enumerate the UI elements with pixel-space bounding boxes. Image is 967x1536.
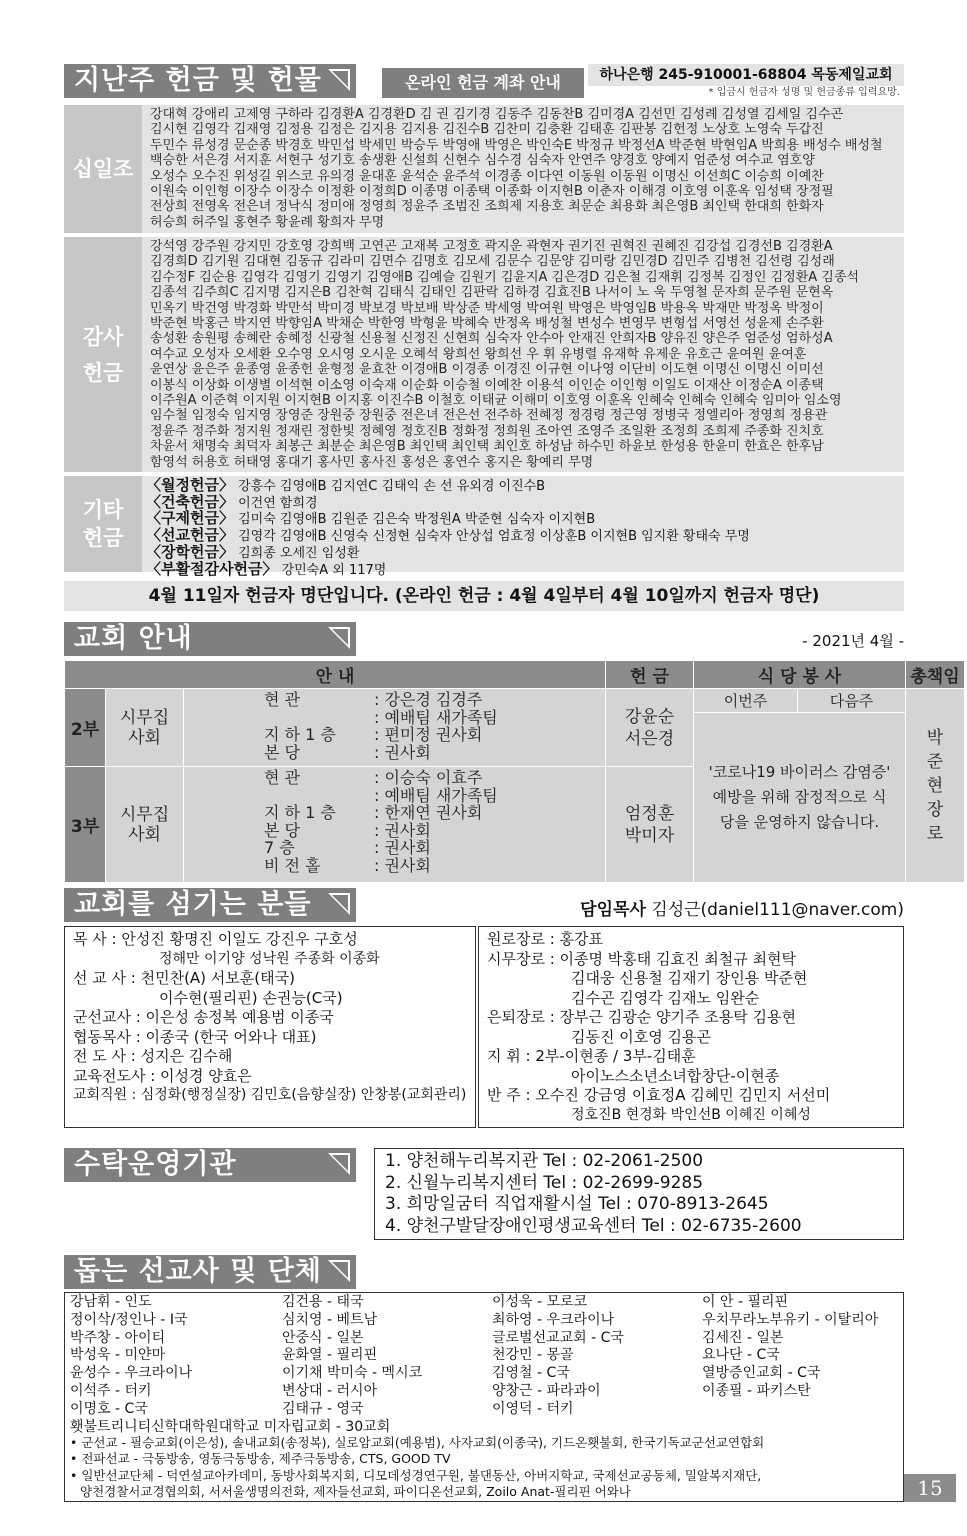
corner-triangle-icon: [328, 627, 350, 649]
mission-item: 윤성수 - 우크라이나: [70, 1365, 193, 1382]
agency-item: 1. 양천해누리복지관 Tel : 02-2061-2500: [385, 1151, 704, 1171]
staff-right-line: 김대웅 신용철 김재기 장인용 박준현: [571, 969, 808, 987]
agencies-box: [374, 1148, 904, 1240]
other-label: [64, 476, 142, 572]
senior-pastor-name: 김성근(daniel111@naver.com): [651, 900, 904, 920]
guide-assignee: : 이승숙 이효주: [374, 768, 483, 787]
guide-assignee: : 권사회: [374, 820, 431, 840]
guide-location: 지 하 1 층: [264, 725, 336, 744]
guide-location: 현 관: [264, 690, 300, 709]
mission-item: 심치영 - 베트남: [282, 1311, 378, 1328]
part-2-offering: [606, 689, 694, 767]
mission-item: 우치무라노부유키 - 이탈리아: [702, 1311, 879, 1328]
guide-assignee: : 권사회: [374, 838, 431, 857]
other-offering-type: 〈월정헌금〉: [146, 476, 234, 494]
tithe-label-text: 십일조: [72, 157, 134, 181]
other-offering-names: 김미숙 김영애B 김원준 김은숙 박정원A 박준현 심숙자 이지현B: [233, 512, 596, 528]
guide-location: 비 전 홀: [264, 855, 321, 875]
bank-account-note: * 입금시 헌금자 성명 및 헌금종류 입력요망.: [708, 87, 900, 98]
mission-item: 박성욱 - 미얀마: [70, 1347, 166, 1364]
staff-left-line: 전 도 사 : 성지은 김수해: [73, 1047, 233, 1065]
mission-bullet: • 군선교 - 필승교회(이은성), 솔내교회(송정복), 실로암교회(예용범), 사자교회(이종국), 기드온횃불회, 한국기독교군선교연합회: [70, 1435, 765, 1450]
guide-line: [264, 804, 605, 822]
missions-title-text: 돕는 선교사 및 단체: [74, 1256, 322, 1287]
header-offering: 헌 금: [606, 661, 694, 689]
tithe-name-line: 백승한 서은경 서지훈 서현구 성기호 송생환 신설희 신현수 심수경 심숙자 안연주 양경호 양예지 엄준성 여수교 염호양: [150, 153, 815, 169]
mission-item: 강남휘 - 인도: [70, 1294, 152, 1310]
senior-pastor-label: 담임목사: [580, 900, 646, 920]
offering-notice: 4월 11일자 헌금자 명단입니다. (온라인 헌금 : 4월 4일부터 4월 10일까지 헌금자 명단): [64, 581, 904, 611]
guide-line: [264, 787, 605, 805]
guide-title-text: 교회 안내: [74, 623, 193, 654]
staff-left-line: 교육전도사 : 이성경 양효은: [73, 1066, 252, 1085]
part-2-group: 시무집사회: [106, 689, 184, 767]
guide-line: [264, 691, 605, 709]
guide-location: 본 당: [264, 820, 300, 840]
staff-left-line: 선 교 사 : 천민찬(A) 서보훈(태국): [73, 969, 295, 987]
mission-item: 윤화열 - 필리핀: [282, 1347, 378, 1364]
guide-assignee: : 편미정 권사회: [374, 725, 483, 744]
tithe-name-line: 허승희 허주일 홍현주 황윤례 황희자 무명: [150, 214, 385, 230]
thanks-name-line: 강석영 강주원 강지민 강호영 강희백 고연곤 고재복 고정호 곽지운 곽현자 권기진 권혁진 권혜진 김강섭 김경선B 김경환A: [150, 239, 833, 254]
senior-pastor-line: [540, 895, 904, 920]
guide-assignee: : 예배팀 새가족팀: [374, 785, 498, 805]
missions-col-4: [702, 1294, 902, 1401]
missions-col-1: [70, 1294, 280, 1419]
part-3-group: 시무집사회: [106, 767, 184, 883]
mission-item: 이종필 - 파키스탄: [702, 1382, 811, 1399]
staff-right-line: 김동진 이호영 김용곤: [571, 1027, 711, 1046]
staff-left-line: 군선교사 : 이은성 송정복 예용범 이종국: [73, 1008, 334, 1026]
agency-item: 4. 양천구발달장애인평생교육센터 Tel : 02-6735-2600: [385, 1215, 802, 1236]
staff-right-line: 은퇴장로 : 장부근 김광순 양기주 조용탁 김용현: [487, 1008, 796, 1026]
part-2-lines: [184, 689, 606, 767]
mission-item: 이 안 - 필리핀: [702, 1294, 789, 1310]
agencies-title-text: 수탁운영기관: [74, 1149, 237, 1180]
guide-line: [264, 709, 605, 727]
guide-line: [264, 744, 605, 762]
mission-item: 이기채 박미숙 - 멕시코: [282, 1365, 423, 1382]
mission-item: 안중식 - 일본: [282, 1329, 364, 1346]
agency-item: 3. 희망일굼터 직업재활시설 Tel : 070-8913-2645: [385, 1194, 769, 1214]
corner-triangle-icon: [328, 1153, 350, 1175]
mission-bullet: • 전파선교 - 극동방송, 영동극동방송, 제주극동방송, CTS, GOOD TV: [70, 1451, 451, 1467]
thanks-name-line: 임수철 임정숙 임지영 장영준 장원중 장원중 전은녀 전은선 전주하 전혜정 정경령 정근영 정병국 정엘리아 정영희 정용관: [150, 408, 828, 424]
missions-col-2: [282, 1294, 487, 1419]
part-3-label: 3부: [65, 767, 106, 883]
guide-assignee: : 예배팀 새가족팀: [374, 707, 498, 727]
cafeteria-notice: '코로나19 바이러스 감염증' 예방을 위해 잠정적으로 식당을 운영하지 않습니다.: [694, 713, 906, 883]
staff-left-line: 이수현(필리핀) 손권능(C국): [159, 988, 343, 1007]
other-offering-line: [146, 492, 902, 512]
mission-item: 정이삭/정인나 - I국: [70, 1311, 188, 1328]
mission-item: 열방증인교회 - C국: [702, 1365, 821, 1382]
other-offering-line: [146, 511, 902, 528]
corner-triangle-icon: [328, 893, 350, 915]
mission-item: 이명호 - C국: [70, 1400, 148, 1417]
tithe-name-line: 두민수 류성경 문순종 박경호 박민섭 박세민 박승두 박영애 박영은 박인숙E 박정규 박정선A 박준현 박현임A 박희용 배성수 배성철: [150, 137, 883, 153]
mission-item: 김태규 - 영국: [282, 1400, 364, 1417]
thanks-name-line: 김수정F 김순용 김영각 김영기 김영기 김영애B 김예슬 김원기 김윤지A 김은경D 김은철 김재휘 김정복 김정인 김정환A 김종석: [150, 269, 859, 285]
guide-offering-name: 박미자: [624, 825, 675, 846]
guide-location: [264, 787, 374, 805]
guide-date: - 2021년 4월 -: [802, 632, 904, 650]
tithe-label: [64, 105, 142, 233]
missions-col-3: [492, 1294, 697, 1419]
mission-item: 박주창 - 아이티: [70, 1329, 166, 1346]
staff-section-title: [64, 888, 356, 922]
agency-item: 2. 신월누리복지센터 Tel : 02-2699-9285: [385, 1172, 704, 1193]
guide-assignee: : 권사회: [374, 742, 431, 762]
thanks-name-line: 여수교 오성자 오세환 오수영 오시영 오시운 오혜석 왕희선 왕희선 우 휘 유병렬 유재학 유제운 유호근 윤여원 윤여훈: [150, 346, 807, 362]
guide-location: [264, 709, 374, 727]
staff-right-line: 시무장로 : 이종명 박홍태 김효진 최철규 최현탁: [487, 949, 796, 968]
mission-item: 이성욱 - 모로코: [492, 1294, 588, 1310]
cafeteria-next-week: 다음주: [798, 689, 906, 713]
guide-line: [264, 822, 605, 840]
part-3-offering: [606, 767, 694, 883]
thanks-name-line: 김종석 김주희C 김지명 김지은B 김찬혁 김태식 김태인 김판락 김하경 김효진B 나서이 노 욱 두영철 문자희 문주원 문현옥: [150, 285, 834, 301]
guide-offering-name: 엄정훈: [624, 803, 675, 824]
other-offering-type: 〈구제헌금〉: [146, 509, 234, 528]
mission-item: 이석주 - 터키: [70, 1382, 152, 1399]
guide-line: [264, 839, 605, 857]
thanks-name-line: 정윤주 정주화 정지원 정재린 정한빛 정혜영 정호진B 정화정 정희원 조아연 조영주 조일환 조정희 조희제 주종화 진치호: [150, 423, 824, 439]
other-offering-names: 강흥수 김영애B 김지연C 김태익 손 선 유외경 이진수B: [233, 479, 546, 494]
tithe-name-line: 강대혁 강애리 고제영 구하라 김경환A 김경환D 김 권 김기경 김동주 김동찬B 김미경A 김선민 김성례 김성열 김세일 김수곤: [150, 107, 844, 122]
mission-bullet: 양천경찰서교경협의회, 서서울생명의전화, 제자들선교회, 파이디온선교회, Zoilo Anat-필리핀 어와나: [80, 1483, 631, 1499]
other-offering-type: 〈선교헌금〉: [146, 526, 234, 545]
other-offering-line: [146, 559, 902, 579]
staff-right-box: [478, 926, 904, 1128]
header-guide: 안 내: [65, 661, 606, 689]
guide-line: [264, 769, 605, 787]
offering-title-text: 지난주 헌금 및 헌물: [74, 65, 322, 96]
mission-item: 글로벌선교교회 - C국: [492, 1329, 624, 1346]
mission-item: 김건용 - 태국: [282, 1294, 364, 1310]
tithe-name-line: 전상희 전영옥 전은녀 정낙식 정미애 정영희 정윤주 조범진 조희제 지용호 최문순 최용화 최은영B 최인택 한대희 한화자: [150, 199, 824, 215]
other-offering-names: 이건연 함희경: [233, 495, 318, 511]
guide-assignee: : 강은경 김경주: [374, 690, 483, 709]
mission-bullet: • 일반선교단체 - 덕연설교아카데미, 동방사회복지회, 디모데성경연구원, 불댄동산, 아버지학교, 국제선교공동체, 밀알복지재단,: [70, 1467, 762, 1483]
thanks-name-line: 민옥기 박건영 박경화 박만석 박미경 박보경 박보배 박상준 박세영 박여원 박영은 박영임B 박용옥 박재만 박정옥 박정이: [150, 300, 824, 316]
staff-right-line: 반 주 : 오수진 강금영 이효정A 김혜민 김민지 서선미: [487, 1086, 831, 1104]
staff-left-line: 정해만 이기양 성낙원 주종화 이종화: [159, 950, 380, 967]
thanks-name-line: 이봉식 이상화 이생별 이석현 이소영 이숙재 이순화 이승철 이예찬 이용석 이인순 이인형 이일도 이재산 이정순A 이종택: [150, 377, 824, 393]
agencies-section-title: [64, 1148, 356, 1182]
staff-right-line: 김수곤 김영각 김재노 임완순: [571, 988, 760, 1007]
thanks-name-line: 김경희D 김기원 김대현 김동규 김라미 김면수 김명호 김모세 김문수 김문양 김미랑 김민경D 김민주 김병천 김선령 김성래: [150, 254, 835, 270]
mission-item: 이영덕 - 터키: [492, 1400, 574, 1417]
guide-location: 지 하 1 층: [264, 803, 336, 822]
tithe-name-line: 김시현 김영각 김재영 김정용 김정은 김지용 김지용 김진수B 김찬미 김충환 김태훈 김판봉 김헌정 노상호 노영숙 두갑진: [150, 122, 824, 138]
mission-item: 김영철 - C국: [492, 1365, 570, 1382]
staff-left-line: 협동목사 : 이종국 (한국 어와나 대표): [73, 1027, 317, 1046]
header-chief: 총책임: [906, 661, 965, 689]
thanks-name-list: [150, 239, 902, 470]
staff-left-line: 목 사 : 안성진 황명진 이일도 강진우 구호성: [73, 930, 358, 948]
mission-item: 양창근 - 파라과이: [492, 1382, 601, 1399]
staff-left-line: 교회직원 : 심정화(행정실장) 김민호(음향실장) 안창봉(교회관리): [73, 1087, 467, 1103]
other-offering-type: 〈건축헌금〉: [146, 492, 234, 511]
guide-location: 현 관: [264, 768, 300, 787]
thanks-name-line: 박준현 박홍근 박지연 박향임A 박채순 박한영 박형윤 박혜숙 반정옥 배성철 변성수 변영무 변형섭 서영선 성윤제 손주환: [150, 316, 824, 332]
thanks-name-line: 이주원A 이준혁 이지원 이지현B 이지홍 이진수B 이철호 이태균 이해미 이호영 이훈옥 인혜숙 인혜숙 인혜숙 임미아 임소영: [150, 393, 842, 409]
tithe-name-list: [150, 107, 902, 230]
other-offering-type: 〈부활절감사헌금〉: [146, 559, 278, 578]
mission-item: 요나단 - C국: [702, 1347, 780, 1364]
page-number: 15: [904, 1474, 956, 1502]
chief-cell: 박준현장로: [906, 689, 965, 883]
guide-assignee: : 권사회: [374, 855, 431, 875]
corner-triangle-icon: [328, 69, 350, 91]
guide-location: 본 당: [264, 742, 300, 762]
missions-extra: 횃불트리니티신학대학원대학교 미자립교회 - 30교회: [70, 1419, 391, 1435]
tithe-name-line: 오성수 오수진 위성길 위스코 유의경 윤대훈 윤석순 윤주석 이경종 이다연 이동원 이동원 이명신 이선희C 이승희 이예찬: [150, 168, 824, 184]
staff-right-line: 정호진B 현경화 박인선B 이혜진 이혜성: [571, 1106, 811, 1123]
missions-bullets: [70, 1435, 900, 1500]
other-offering-list: [146, 478, 902, 578]
guide-section-title: [64, 622, 356, 656]
thanks-name-line: 송성환 송원평 송혜란 송혜정 신광철 신용철 신정진 신현희 심숙자 안수아 안재진 안희자B 양유진 양은주 엄준성 엄하성A: [150, 331, 833, 347]
corner-triangle-icon: [328, 1260, 350, 1282]
other-offering-line: [146, 528, 902, 545]
staff-left-box: [64, 926, 476, 1128]
tithe-name-line: 이원숙 이인형 이장수 이장수 이정환 이정희D 이종명 이종택 이종화 이지현B 이춘자 이해경 이호영 이훈옥 임성택 장정필: [150, 184, 834, 200]
staff-title-text: 교회를 섬기는 분들: [74, 889, 312, 920]
staff-right-line: 아이노스소년소녀합창단-이현종: [571, 1066, 780, 1085]
online-account-label: 온라인 헌금 계좌 안내: [382, 68, 584, 98]
guide-location: 7 층: [264, 838, 295, 857]
other-offering-names: 김희종 오세진 임성환: [233, 545, 360, 561]
thanks-label-text: 감사헌금: [82, 324, 124, 385]
missions-section-title: [64, 1255, 356, 1289]
mission-item: 최하영 - 우크라이나: [492, 1311, 615, 1328]
other-offering-names: 강민숙A 외 117명: [277, 562, 387, 578]
thanks-name-line: 함영석 허용호 허태영 홍대기 홍사민 홍사진 홍성은 홍연수 홍지은 황예리 무명: [150, 454, 594, 470]
header-cafeteria: 식 당 봉 사: [694, 661, 906, 689]
guide-line: [264, 857, 605, 875]
mission-item: 김세진 - 일본: [702, 1329, 784, 1346]
cafeteria-this-week: 이번주: [694, 689, 798, 713]
guide-offering-name: 서은경: [624, 728, 675, 749]
guide-line: [264, 726, 605, 744]
guide-table: [64, 660, 965, 883]
thanks-name-line: 차윤서 채명숙 최덕자 최봉근 최분순 최은영B 최인택 최인택 최인호 하성남 하수민 하윤보 한성용 한윤미 한효은 한후남: [150, 439, 824, 455]
thanks-label: [64, 237, 142, 472]
other-label-text: 기타헌금: [82, 498, 124, 550]
other-offering-type: 〈장학헌금〉: [146, 542, 234, 561]
staff-right-line: 지 휘 : 2부-이현종 / 3부-김태훈: [487, 1047, 696, 1065]
part-2-label: 2부: [65, 689, 106, 767]
other-offering-names: 김영각 김영애B 신영숙 신정현 심숙자 안상섭 엄효정 이상훈B 이지현B 임지환 황태숙 무명: [233, 529, 750, 545]
offering-section-title: [64, 64, 356, 98]
guide-assignee: : 한재연 권사회: [374, 803, 483, 822]
other-offering-line: [146, 478, 902, 495]
part-3-lines: [184, 767, 606, 883]
mission-item: 변상대 - 러시아: [282, 1382, 378, 1399]
bank-account-line: 하나은행 245-910001-68804 목동제일교회: [588, 64, 904, 86]
thanks-name-line: 윤연상 윤은주 윤종영 윤종헌 윤형정 윤효찬 이경애B 이경종 이경진 이규현 이나영 이단비 이도현 이명신 이명신 이미선: [150, 362, 824, 378]
guide-offering-name: 강윤순: [624, 706, 675, 727]
staff-right-line: 원로장로 : 홍강표: [487, 930, 604, 948]
mission-item: 천강민 - 몽골: [492, 1347, 574, 1364]
